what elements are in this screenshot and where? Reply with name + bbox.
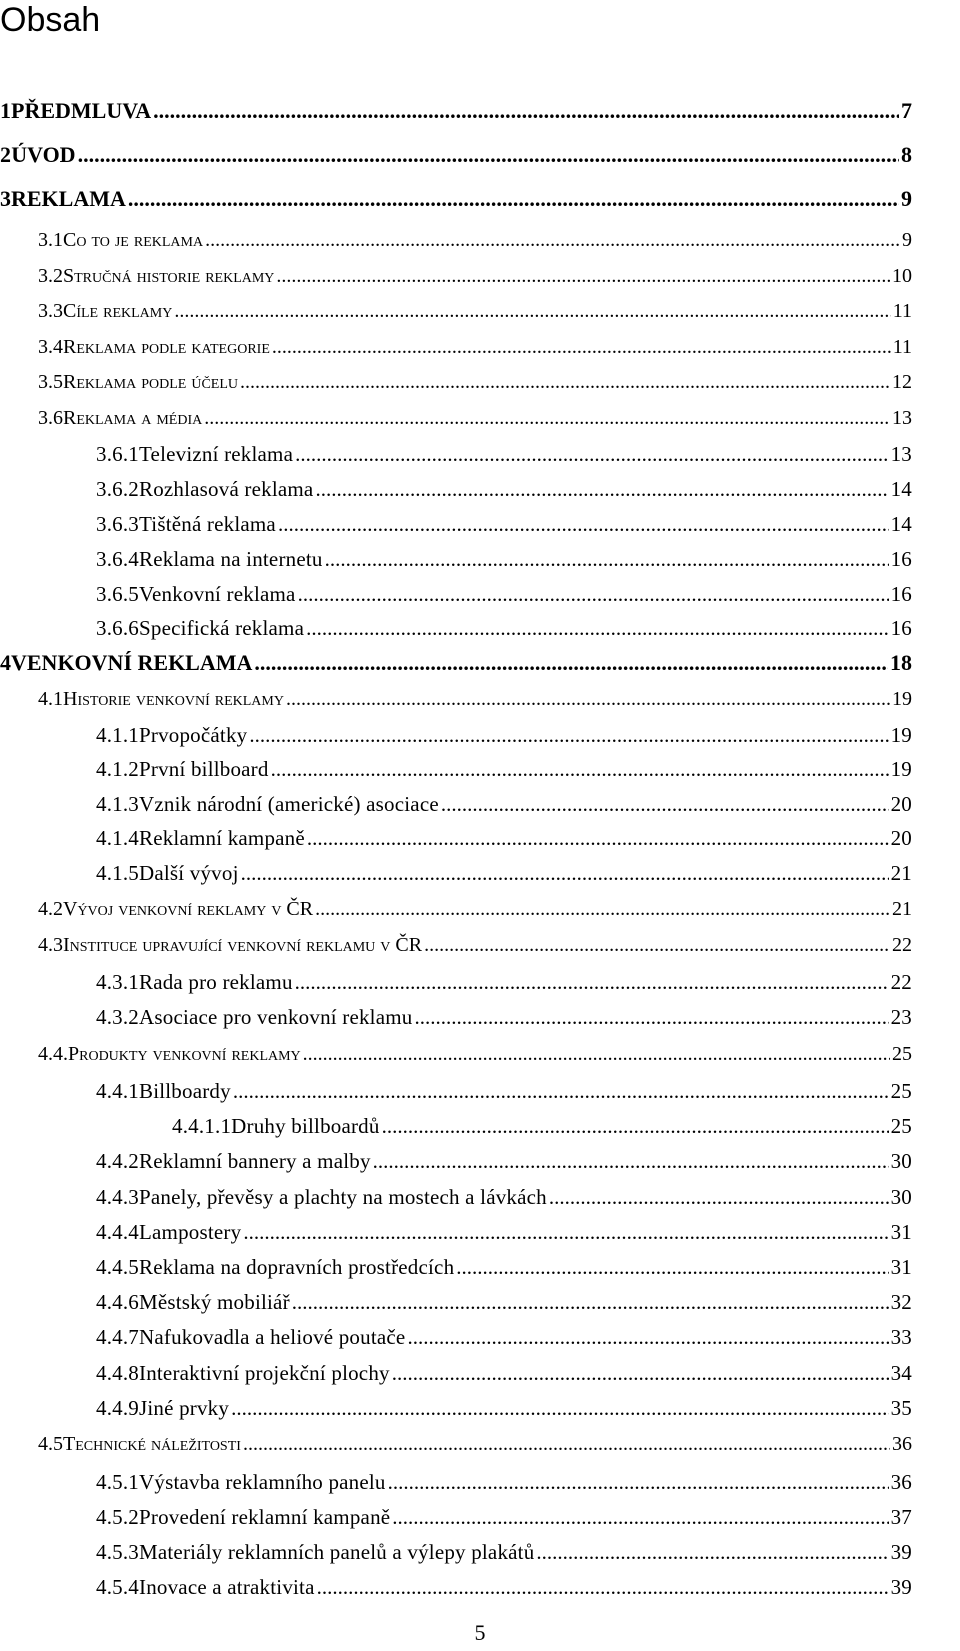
toc-entry-page: 19 <box>892 688 912 710</box>
toc-entry-page: 39 <box>890 1575 912 1599</box>
dot-leader <box>231 1396 889 1421</box>
dot-leader <box>298 582 889 607</box>
toc-entry-page: 19 <box>890 757 912 781</box>
toc-entry-number: 4.4.4 <box>96 1220 139 1244</box>
toc-entry-page: 10 <box>892 265 912 287</box>
dot-leader <box>243 1433 890 1456</box>
toc-entry-title: Reklama podle účelu <box>63 371 238 393</box>
toc-entry-page: 39 <box>890 1540 912 1564</box>
toc-entry[interactable] <box>38 898 912 924</box>
dot-leader <box>317 1575 889 1600</box>
toc-entry-page: 31 <box>890 1220 912 1244</box>
toc-entry-page: 14 <box>890 512 912 536</box>
toc-entry-page: 19 <box>890 723 912 747</box>
toc-entry[interactable] <box>96 757 912 783</box>
toc-entry-title: Venkovní reklama <box>139 582 296 606</box>
toc-entry-title: Lampostery <box>139 1220 242 1244</box>
toc-entry-number: 4.4. <box>38 1043 68 1065</box>
toc-entry[interactable] <box>96 1185 912 1211</box>
dot-leader <box>78 142 899 168</box>
toc-entry[interactable] <box>96 512 912 538</box>
dot-leader <box>128 186 899 212</box>
toc-entry-page: 21 <box>892 898 912 920</box>
toc-entry[interactable] <box>38 1433 912 1459</box>
toc-entry[interactable] <box>38 300 912 326</box>
toc-entry-number: 4.4.9 <box>96 1396 139 1420</box>
toc-entry[interactable] <box>172 1114 912 1140</box>
toc-entry-title: Rozhlasová reklama <box>139 477 314 501</box>
toc-entry-title: Reklama na dopravních prostředcích <box>139 1255 455 1279</box>
dot-leader <box>441 792 889 817</box>
toc-entry-title: Provedení reklamní kampaně <box>139 1505 391 1529</box>
toc-entry-page: 25 <box>890 1079 912 1103</box>
toc-entry-title: Produkty venkovní reklamy <box>68 1043 301 1065</box>
toc-entry-number: 4.5 <box>38 1433 63 1455</box>
dot-leader <box>295 970 889 995</box>
toc-entry-page: 20 <box>890 826 912 850</box>
toc-entry[interactable] <box>96 442 912 468</box>
dot-leader <box>153 98 899 124</box>
toc-entry-page: 33 <box>890 1325 912 1349</box>
toc-entry[interactable] <box>96 1290 912 1316</box>
toc-entry[interactable] <box>96 1149 912 1175</box>
dot-leader <box>373 1149 889 1174</box>
toc-entry-number: 4.5.3 <box>96 1540 139 1564</box>
toc-entry[interactable] <box>96 1575 912 1601</box>
toc-entry-number: 3.6.4 <box>96 547 139 571</box>
toc-entry-number: 4.4.6 <box>96 1290 139 1314</box>
toc-entry[interactable] <box>96 477 912 503</box>
toc-entry-title: Reklamní bannery a malby <box>139 1149 371 1173</box>
toc-entry-page: 25 <box>892 1043 912 1065</box>
dot-leader <box>315 898 890 921</box>
toc-entry-page: 13 <box>890 442 912 466</box>
toc-entry[interactable] <box>0 650 912 676</box>
toc-entry-number: 4.4.5 <box>96 1255 139 1279</box>
dot-leader <box>204 407 890 430</box>
toc-entry-title: Druhy billboardů <box>231 1114 380 1138</box>
toc-entry-page: 36 <box>890 1470 912 1494</box>
toc-entry[interactable] <box>96 861 912 887</box>
toc-entry-number: 4.4.7 <box>96 1325 139 1349</box>
toc-entry-number: 1 <box>0 98 11 123</box>
toc-entry[interactable] <box>0 98 912 124</box>
toc-entry-page: 13 <box>892 407 912 429</box>
dot-leader <box>307 826 889 851</box>
toc-entry-title: Specifická reklama <box>139 616 305 640</box>
toc-entry-page: 31 <box>890 1255 912 1279</box>
dot-leader <box>276 265 890 288</box>
toc-entry-title: Stručná historie reklamy <box>63 265 275 287</box>
toc-entry-number: 3.6.5 <box>96 582 139 606</box>
toc-entry-page: 22 <box>892 934 912 956</box>
toc-entry-title: První billboard <box>139 757 269 781</box>
toc-entry-title: Reklamní kampaně <box>139 826 305 850</box>
toc-entry-number: 4.1.2 <box>96 757 139 781</box>
toc-entry-number: 4 <box>0 650 11 675</box>
toc-entry-title: Rada pro reklamu <box>139 970 293 994</box>
toc-entry-number: 3.6.2 <box>96 477 139 501</box>
toc-entry-title: REKLAMA <box>11 186 126 211</box>
toc-entry-number: 4.1.4 <box>96 826 139 850</box>
toc-entry[interactable] <box>38 688 912 714</box>
dot-leader <box>325 547 889 572</box>
dot-leader <box>254 650 888 676</box>
toc-entry[interactable] <box>96 970 912 996</box>
dot-leader <box>414 1005 888 1030</box>
toc-entry-title: Vznik národní (americké) asociace <box>139 792 439 816</box>
toc-entry[interactable] <box>38 1043 912 1069</box>
dot-leader <box>549 1185 889 1210</box>
dot-leader <box>382 1114 889 1139</box>
toc-entry-page: 14 <box>890 477 912 501</box>
toc-entry-page: 7 <box>901 98 912 123</box>
dot-leader <box>303 1043 890 1066</box>
toc-entry-title: Tištěná reklama <box>139 512 276 536</box>
toc-entry-title: Instituce upravující venkovní reklamu v ČR <box>63 934 423 956</box>
dot-leader <box>424 934 890 957</box>
dot-leader <box>392 1505 888 1530</box>
dot-leader <box>233 1079 889 1104</box>
toc-entry-number: 4.1 <box>38 688 63 710</box>
toc-entry-page: 30 <box>890 1185 912 1209</box>
dot-leader <box>286 688 890 711</box>
dot-leader <box>241 861 889 886</box>
page-title: Obsah <box>0 1 101 39</box>
toc-entry-title: Jiné prvky <box>139 1396 230 1420</box>
toc-entry-title: ÚVOD <box>11 142 76 167</box>
toc-entry-title: Nafukovadla a heliové poutače <box>139 1325 406 1349</box>
toc-entry-title: Inovace a atraktivita <box>139 1575 315 1599</box>
toc-entry-page: 37 <box>890 1505 912 1529</box>
toc-entry-page: 12 <box>892 371 912 393</box>
toc-entry[interactable] <box>96 1005 912 1031</box>
toc-entry-page: 16 <box>890 547 912 571</box>
toc-entry-number: 3.2 <box>38 265 63 287</box>
dot-leader <box>271 757 889 782</box>
toc-entry[interactable] <box>96 1396 912 1422</box>
toc-entry-page: 9 <box>901 186 912 211</box>
toc-entry[interactable] <box>96 1470 912 1496</box>
dot-leader <box>407 1325 888 1350</box>
toc-entry[interactable] <box>0 142 912 168</box>
page-number: 5 <box>474 1620 486 1645</box>
toc-entry-title: Výstavba reklamního panelu <box>139 1470 386 1494</box>
toc-entry-title: Cíle reklamy <box>63 300 173 322</box>
toc-entry[interactable] <box>38 934 912 960</box>
toc-entry[interactable] <box>96 582 912 608</box>
toc-entry-number: 4.3.1 <box>96 970 139 994</box>
toc-entry-title: Interaktivní projekční plochy <box>139 1361 390 1385</box>
toc-entry-number: 4.1.5 <box>96 861 139 885</box>
toc-entry-number: 4.4.3 <box>96 1185 139 1209</box>
toc-entry-title: PŘEDMLUVA <box>11 98 152 123</box>
toc-entry-title: Další vývoj <box>139 861 239 885</box>
toc-entry-number: 3.4 <box>38 336 63 358</box>
toc-entry[interactable] <box>96 1220 912 1246</box>
dot-leader <box>388 1470 889 1495</box>
toc-entry[interactable] <box>96 1361 912 1387</box>
toc-entry[interactable] <box>96 1079 912 1105</box>
dot-leader <box>536 1540 888 1565</box>
toc-entry[interactable] <box>96 723 912 749</box>
toc-entry[interactable] <box>38 265 912 291</box>
dot-leader <box>295 442 888 467</box>
toc-entry-page: 30 <box>890 1149 912 1173</box>
toc-entry-page: 11 <box>892 300 912 322</box>
toc-entry[interactable] <box>96 826 912 852</box>
dot-leader <box>278 512 889 537</box>
toc-entry-number: 4.3 <box>38 934 63 956</box>
toc-entry[interactable] <box>38 407 912 433</box>
toc-entry-title: Reklama podle kategorie <box>63 336 270 358</box>
toc-entry[interactable] <box>96 1255 912 1281</box>
toc-entry-number: 3.3 <box>38 300 63 322</box>
toc-entry-page: 21 <box>890 861 912 885</box>
dot-leader <box>392 1361 889 1386</box>
toc-entry-page: 35 <box>890 1396 912 1420</box>
toc-entry-page: 18 <box>890 650 912 675</box>
toc-entry-page: 16 <box>890 582 912 606</box>
dot-leader <box>240 371 890 394</box>
toc-entry[interactable] <box>96 1505 912 1531</box>
toc-entry-number: 2 <box>0 142 11 167</box>
toc-entry-title: Reklama a média <box>63 407 203 429</box>
dot-leader <box>315 477 888 502</box>
toc-entry-title: Televizní reklama <box>139 442 294 466</box>
toc-entry-title: Panely, převěsy a plachty na mostech a lávkách <box>139 1185 547 1209</box>
toc-entry-page: 25 <box>890 1114 912 1138</box>
toc-entry-title: Městský mobiliář <box>139 1290 290 1314</box>
toc-entry-number: 3.6 <box>38 407 63 429</box>
toc-entry[interactable] <box>96 1540 912 1566</box>
toc-entry-number: 3 <box>0 186 11 211</box>
toc-entry-title: Reklama na internetu <box>139 547 323 571</box>
dot-leader <box>272 336 891 359</box>
toc-entry-number: 4.3.2 <box>96 1005 139 1029</box>
toc-entry[interactable] <box>96 616 912 642</box>
toc-entry-number: 4.4.2 <box>96 1149 139 1173</box>
dot-leader <box>292 1290 889 1315</box>
toc-entry-number: 4.4.8 <box>96 1361 139 1385</box>
toc-entry-page: 23 <box>890 1005 912 1029</box>
toc-entry[interactable] <box>38 229 912 255</box>
dot-leader <box>249 723 888 748</box>
toc-entry-title: Materiály reklamních panelů a výlepy plakátů <box>139 1540 535 1564</box>
toc-entry-number: 3.1 <box>38 229 63 251</box>
toc-entry-number: 4.5.4 <box>96 1575 139 1599</box>
toc-entry-page: 34 <box>890 1361 912 1385</box>
toc-entry-title: Vývoj venkovní reklamy v ČR <box>63 898 314 920</box>
toc-entry-title: Co to je reklama <box>63 229 204 251</box>
dot-leader <box>306 616 888 641</box>
toc-entry-number: 3.6.3 <box>96 512 139 536</box>
toc-entry-number: 3.5 <box>38 371 63 393</box>
toc-entry-title: VENKOVNÍ REKLAMA <box>11 650 253 675</box>
toc-entry-page: 16 <box>890 616 912 640</box>
toc-entry-title: Prvopočátky <box>139 723 248 747</box>
toc-entry[interactable] <box>96 792 912 818</box>
dot-leader <box>456 1255 888 1280</box>
toc-entry-number: 3.6.1 <box>96 442 139 466</box>
toc-entry-number: 4.4.1 <box>96 1079 139 1103</box>
toc-entry-page: 8 <box>901 142 912 167</box>
toc-entry-page: 9 <box>902 229 912 251</box>
toc-entry-number: 4.1.1 <box>96 723 139 747</box>
toc-entry-page: 32 <box>890 1290 912 1314</box>
toc-entry[interactable] <box>38 371 912 397</box>
toc-entry-title: Historie venkovní reklamy <box>63 688 284 710</box>
dot-leader <box>243 1220 888 1245</box>
toc-entry-page: 22 <box>890 970 912 994</box>
dot-leader <box>205 229 900 252</box>
toc-entry-page: 11 <box>892 336 912 358</box>
toc-entry-number: 4.2 <box>38 898 63 920</box>
toc-entry-number: 4.5.2 <box>96 1505 139 1529</box>
toc-entry-number: 4.4.1.1 <box>172 1114 232 1138</box>
toc-entry-title: Technické náležitosti <box>63 1433 241 1455</box>
toc-entry-page: 36 <box>892 1433 912 1455</box>
toc-entry-number: 4.1.3 <box>96 792 139 816</box>
toc-entry[interactable] <box>96 547 912 573</box>
toc-entry-number: 3.6.6 <box>96 616 139 640</box>
toc-entry-number: 4.5.1 <box>96 1470 139 1494</box>
toc-entry-title: Asociace pro venkovní reklamu <box>139 1005 413 1029</box>
toc-entry[interactable] <box>38 336 912 362</box>
toc-entry[interactable] <box>0 186 912 212</box>
toc-entry[interactable] <box>96 1325 912 1351</box>
dot-leader <box>174 300 890 323</box>
toc-entry-title: Billboardy <box>139 1079 231 1103</box>
toc-entry-page: 20 <box>890 792 912 816</box>
